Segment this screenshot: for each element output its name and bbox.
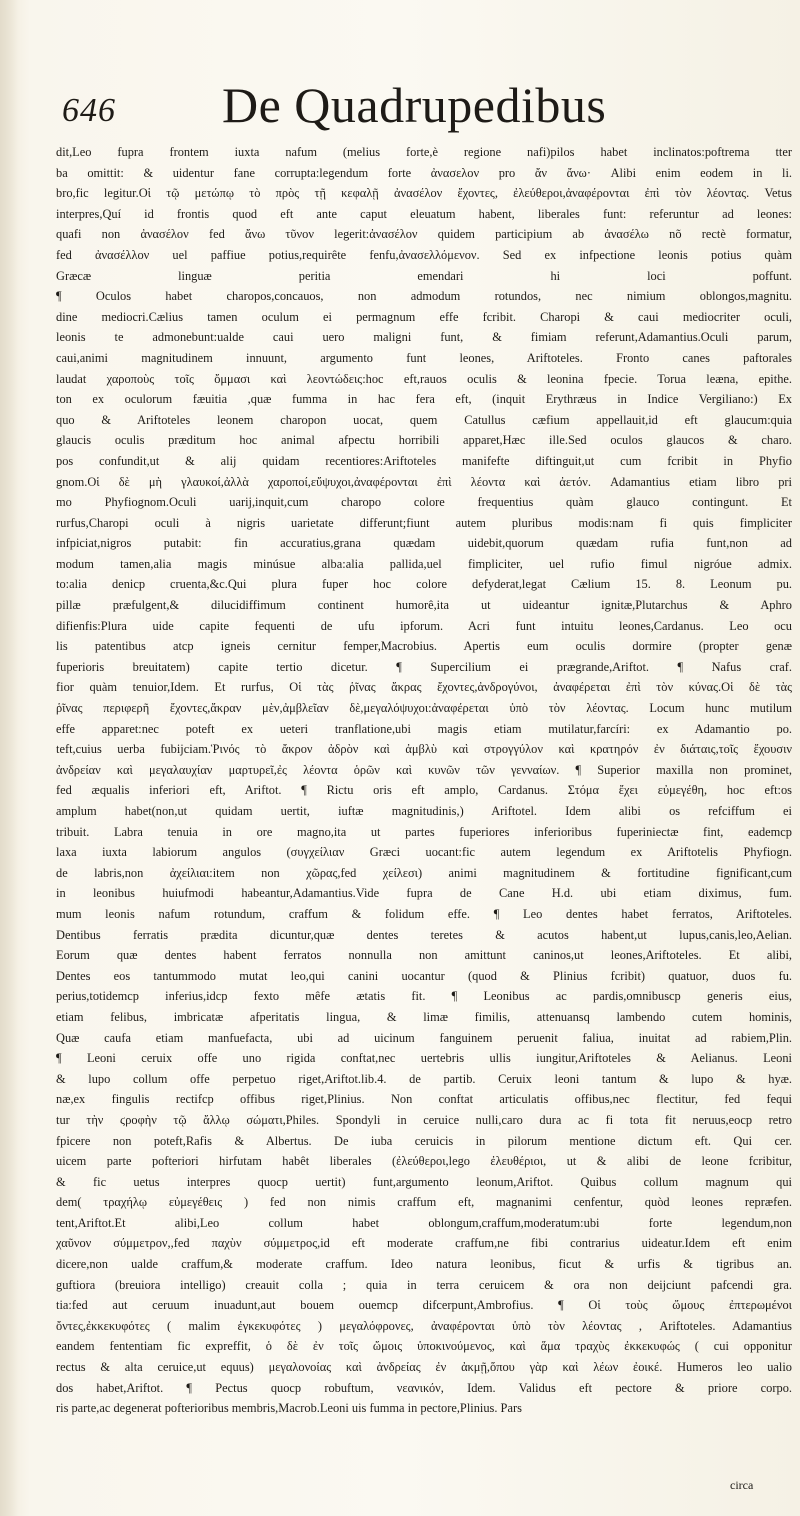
text-line: teft,cuius uerba fubijciam.Ῥινός τὸ ἄκρον ἀδρὸν καὶ ἀμβλὺ καὶ στρογγύλον καὶ κρατηρόν ἐν διάταις,τοῖς ἔχουσιν: [56, 742, 792, 757]
text-line: fpicere non poteft,Rafis & Albertus. De iuba ceruicis in pilorum mentione dictum eft. Qui cer.: [56, 1133, 792, 1148]
text-line: ton ex oculorum fæuitia ,quæ fumma in hac fera eft, (inquit Erythræus in Indice Vergiliano:) Ex: [56, 392, 792, 407]
text-line: ῥῖνας περιφερῆ ἔχοντες,ἄκραν μὲν,ἀμβλεῖαν δὲ,μεγαλόψυχοι:ἀναφέρεται ὑπὸ τὸν λέοντας. Locum hunc mutilum: [56, 701, 792, 716]
text-line: in leonibus huiufmodi habeantur,Adamantius.Vide fupra de Cane H.d. ubi etiam diximus, fum.: [56, 886, 792, 901]
catchword: circa: [730, 1478, 754, 1492]
text-line: mo Phyfiognom.Oculi uarij,inquit,cum charopo colore frequentius quàm glauco contingunt. Et: [56, 495, 792, 510]
text-line: Eorum quæ dentes habent ferratos nonnulla non amittunt caninos,ut leones,Ariftoteles. Et alibi,: [56, 948, 792, 963]
text-line: ὄντες,ἐκκεκυφότες ( malim ἐγκεκυφότες ) μεγαλόφρονες, ἀναφέρονται ὑπὸ τὸν λέοντας , Ariftoteles. Adamantius: [56, 1318, 792, 1333]
text-line: infpiciat,nigros putabit: fin accuratius,grana quædam uidebit,quorum quædam rufia funt,non ad: [56, 536, 792, 551]
page-header: [62, 74, 782, 144]
text-line: dine mediocri.Cælius tamen oculum ei permagnum effe fcribit. Charopi & caui mediocriter oculi,: [56, 309, 792, 324]
text-line: ris parte,ac degenerat pofterioribus membris,Macrob.Leoni uis fumma in pectore,Plinius. Pars: [56, 1401, 522, 1416]
text-line: quo & Ariftoteles leonem charopon uocat, quem Catullus cæfium appellauit,id eft glaucum:quia: [56, 412, 792, 427]
text-line: modum tamen,alia magis minúsue alba:alia pallida,uel fimpliciter, uel rufio fimul nigróue admix.: [56, 556, 792, 571]
text-line: fed ἀνασέλλον uel paffiue potius,requirête fenfu,ἀνασελλόμενον. Sed ex infpectione leonis potius quàm: [56, 247, 792, 262]
text-line: fuperioris breuitatem) capite tertio dicetur. ¶ Supercilium ei prægrande,Ariftot. ¶ Nafus craf.: [56, 659, 792, 674]
text-line: quafi non ἀνασέλον fed ἄνω τῦνον legerit:ἀνασέλον quidem participium ab ἀνασέλω nõ rectè formatur,: [56, 227, 792, 242]
text-line: uicem parte pofteriori hirfutam habêt liberales (ἐλεύθεροι,lego ἐλευθέριοι, ut & alibi de leone fcribitur,: [56, 1154, 792, 1169]
text-line: & fic uetus interpres quocp uertit) funt,argumento leonum,Ariftot. Quibus collum magnum qui: [56, 1174, 792, 1189]
text-line: interpres,Quí id frontis quod eft ante caput eleuatum habent, liberales funt: referuntur ad leones:: [56, 206, 792, 221]
text-line: Dentes eos tantummodo mutat leo,qui canini uocantur (quod & Plinius fcribit) quatuor, duos fu.: [56, 968, 792, 983]
text-line: caui,animi magnitudinem innuunt, argumento funt leones, Ariftoteles. Fronto canes paftorales: [56, 350, 792, 365]
text-line: ἀνδρείαν καὶ μεγαλαυχίαν μαρτυρεῖ,ἐς λέοντα ὁρῶν καὶ κυνῶν τῶν γενναίων. ¶ Superior maxilla non prominet,: [56, 762, 792, 777]
text-line: fed æqualis inferiori eft, Ariftot. ¶ Rictu oris eft amplo, Cardanus. Στόμα ἔχει εὐμεγέθη, hoc eft:os: [56, 783, 792, 798]
text-line: to:alia denicp cruenta,&c.Qui plura fuper hoc colore defyderat,legat Cælium 15. 8. Leonum pu.: [56, 577, 792, 592]
gutter-shadow: [0, 0, 18, 1516]
text-line: laxa iuxta labiorum angulos (συγχείλιαν Græci uocant:fic autem legendum ex Ariftotelis Phyfiogn.: [56, 845, 792, 860]
text-line: rurfus,Charopi oculi à nigris uarietate differunt;fiunt autem pluribus modis:nam fi quis fimpliciter: [56, 515, 792, 530]
text-line: glaucis oculis præditum hoc animal afpectu horribili apparet,Hæc ille.Sed oculos glaucos & charo.: [56, 433, 792, 448]
text-line: gnom.Οἱ δὲ μὴ γλαυκοί,ἀλλὰ χαροποί,εὔψυχοι,ἀναφέρονται ἐπὶ λέοντα καὶ ἀετόν. Adamantius etiam libro pri: [56, 474, 792, 489]
text-line: rectus & alta ceruice,ut equus) μεγαλονοίας καὶ ἀνδρείας ἐν ἀκμῇ,ὅπου γὰρ καὶ λέων ἐοικέ. Humeros leo ualio: [56, 1360, 792, 1375]
text-line: mum leonis nafum rotundum, craffum & folidum effe. ¶ Leo dentes habet ferratos, Ariftoteles.: [56, 906, 792, 921]
text-line: tia:fed aut ceruum inuadunt,aut bouem ouemcp difcerpunt,Ambrofius. ¶ Οἱ τοὺς ὤμους ἐπτερωμένοι: [56, 1298, 792, 1313]
text-line: pos confundit,ut & alij quidam recentiores:Ariftoteles manifefte diftinguit,ut cum fcribit in Phyfio: [56, 453, 792, 468]
text-line: tent,Ariftot.Et alibi,Leo collum habet oblongum,craffum,moderatum:ubi forte legendum,non: [56, 1215, 792, 1230]
text-line: perius,totidemcp inferius,idcp fexto mêfe ætatis fit. ¶ Leonibus ac pardis,omnibuscp generis eius,: [56, 989, 792, 1004]
text-line: bro,fic legitur.Οἱ τῷ μετώπῳ τὸ πρὸς τῇ κεφαλῇ ἀνασέλον ἔχοντες, ἐλεύθεροι,ἀναφέρονται ἐπὶ τὸν λέοντας. Vetus: [56, 186, 792, 201]
text-line: de labris,non ἀχείλιαι:item non χῶρας,fed χείλεσι) animi magnitudinem & fortitudine fignificant,cum: [56, 865, 792, 880]
text-line: dicere,non ualde craffum,& moderate craffum. Ideo natura leonibus, ficut & urfis & tigribus an.: [56, 1257, 792, 1272]
page-number: 646: [62, 92, 116, 129]
text-line: ba omittit: & uidentur fane corrupta:legendum forte ἀνασελον pro ἄν ἄνω· Alibi enim eodem in li.: [56, 165, 792, 180]
text-line: effe apparet:nec poteft ex ueteri tranflatione,ubi magis etiam mutilatur,farcíri: ex Adamantio po.: [56, 721, 792, 736]
text-line: guftiora (breuiora intelligo) creauit colla ; quia in terra ceruicem & ora non deijciunt pafcendi gra.: [56, 1277, 792, 1292]
text-line: laudat χαροποὺς τοῖς ὄμμασι καὶ λεοντώδεις:hoc eft,rauos oculis & leonina fpecie. Torua leæna, epithe.: [56, 371, 792, 386]
text-line: difienfis:Plura uide capite fequenti de ufu ipforum. Acri funt intuitu leones,Cardanus. Leo ocu: [56, 618, 792, 633]
running-title: De Quadrupedibus: [222, 77, 607, 133]
text-line: dos habet,Ariftot. ¶ Pectus quocp robuftum, νεανικόν, Idem. Validus eft pectore & priore corpo.: [56, 1380, 792, 1395]
text-line: etiam felibus, imbricatæ afperitatis lingua, & limæ fimilis, attenuansq lambendo cutem hominis,: [56, 1009, 792, 1024]
body-text: [56, 142, 792, 1502]
text-line: amplum habet(non,ut quidam uertit, iuftæ magnitudinis,) Ariftotel. Idem alibi os refciffum ei: [56, 804, 792, 818]
text-line: leonis te admonebunt:ualde caui uero maligni funt, & fimiam referunt,Adamantius.Oculi parum,: [56, 330, 792, 345]
text-line: tur τὴν ϛροφὴν τῷ ἄλλῳ σώματι,Philes. Spondyli in ceruice nulli,caro dura ac fi tota fit neruus,eocp retro: [56, 1112, 792, 1127]
text-line: lis patentibus atcp igneis cernitur femper,Macrobius. Apertis eum oculis dormire (propter genæ: [56, 639, 792, 654]
text-line: Græcæ linguæ peritia emendari hi loci poffunt.: [56, 268, 792, 283]
text-line: næ,ex fingulis rectifcp offibus riget,Plinius. Non conftat articulatis offibus,nec flectitur, fed fequi: [56, 1092, 792, 1107]
text-line: pillæ præfulgent,& dilucidiffimum continent humorê,ita ut uideantur ignitæ,Plutarchus & Aphro: [56, 598, 792, 613]
text-line: fior quàm tenuior,Idem. Et rurfus, Οἱ τὰς ῥῖνας ἄκρας ἔχοντες,ἀνδρογύνοι, ἀναφέρεται ἐπὶ τὸν κύνας.Οἱ δὲ τὰς: [56, 680, 792, 695]
text-line: Quæ caufa etiam manfuefacta, ubi ad uicinum fanguinem peruenit faliua, inuitat ad rabiem,Plin.: [56, 1030, 792, 1045]
text-line: ¶ Leoni ceruix offe uno rigida conftat,nec uertebris ullis iungitur,Ariftoteles & Aelianus. Leoni: [56, 1051, 792, 1066]
text-line: dit,Leo fupra frontem iuxta nafum (melius forte,è regione nafi)pilos habet inclinatos:poftrema tter: [56, 145, 792, 159]
text-line: Dentibus ferratis prædita dicuntur,quæ dentes teretes & acutos habent,ut lupus,canis,leo,Aelian.: [56, 927, 792, 942]
text-line: & lupo collum offe perpetuo riget,Ariftot.lib.4. de partib. Ceruix leoni tantum & lupo & hyæ.: [56, 1071, 792, 1086]
text-line: tribuit. Labra tenuia in ore magno,ita ut partes fuperiores inferioribus fuperiniectæ fint, eademcp: [56, 824, 792, 839]
text-line: eandem fententiam fic expreffit, ὁ δὲ ἐν τοῖς ὤμοις ὑποκινούμενος, καὶ ἅμα τραχὺς ἐκκεκυφώς ( cui opponitur: [56, 1339, 792, 1354]
text-line: dem( τραχήλῳ εὐμεγέθεις ) fed non nimis craffum eft, magnanimi cenfentur, quòd leones repræfen.: [56, 1195, 792, 1210]
text-line: χαῦνον σύμμετρον,,fed παχὺν σύμμετρος,id eft moderate craffum,ne fibi contrarius uideatur.Idem eft enim: [56, 1236, 792, 1251]
text-line: ¶ Oculos habet charopos,concauos, non admodum rotundos, nec nimium oblongos,magnitu.: [56, 289, 792, 304]
